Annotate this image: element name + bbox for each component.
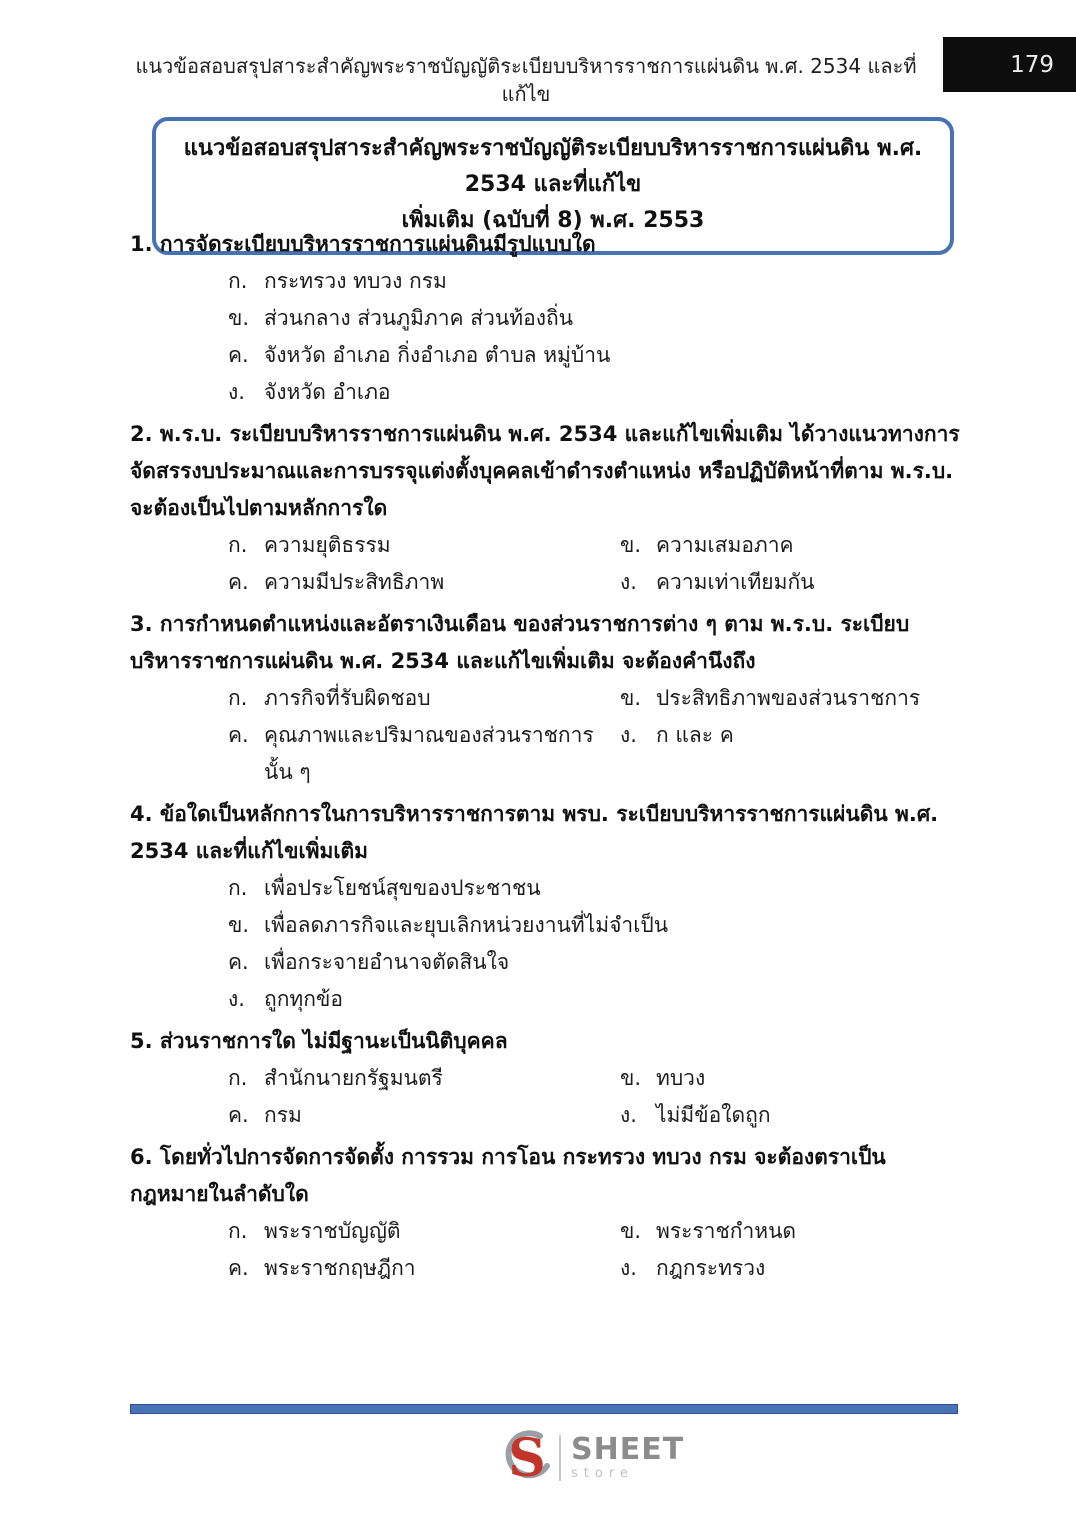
option-text: เพื่อลดภารกิจและยุบเลิกหน่วยงานที่ไม่จำเป็น — [264, 913, 669, 937]
option-row — [228, 1213, 620, 1250]
option-text: ความเสมอภาค — [656, 533, 794, 557]
option-row — [228, 870, 960, 907]
option-label: ก. — [228, 269, 248, 293]
options-group — [130, 1213, 960, 1287]
title-line-1: แนวข้อสอบสรุปสาระสำคัญพระราชบัญญัติระเบียบบริหารราชการแผ่นดิน พ.ศ. 2534 และที่แก้ไข — [183, 136, 923, 197]
option-text: เพื่อกระจายอำนาจตัดสินใจ — [264, 950, 510, 974]
option-row — [228, 337, 960, 374]
option-row — [228, 1060, 620, 1097]
option-text: กฎกระทรวง — [656, 1256, 766, 1280]
question-text: 2. พ.ร.บ. ระเบียบบริหารราชการแผ่นดิน พ.ศ. 2534 และแก้ไขเพิ่มเติม ได้วางแนวทางการจัดสรรงบประมาณและการบรรจุแต่งตั้งบุคคลเข้าดำรงตำแหน่ง หรือปฏิบัติหน้าที่ตาม พ.ร.บ. จะต้องเป็นไปตามหลักการใด — [130, 422, 960, 520]
option-label: ง. — [620, 570, 637, 594]
question-block — [130, 606, 960, 791]
option-text: ไม่มีข้อใดถูก — [656, 1103, 771, 1127]
option-text: กระทรวง ทบวง กรม — [264, 269, 447, 293]
option-label: ง. — [620, 723, 637, 747]
options-group — [130, 527, 960, 601]
options-group — [130, 680, 960, 791]
option-row — [228, 1097, 620, 1134]
option-text: สำนักนายกรัฐมนตรี — [264, 1066, 443, 1090]
option-row — [228, 527, 620, 564]
svg-text:S: S — [508, 1428, 546, 1488]
option-label: ง. — [228, 987, 245, 1011]
logo-brand-text: SHEET — [571, 1432, 685, 1467]
option-row — [228, 374, 960, 411]
running-header: แนวข้อสอบสรุปสาระสำคัญพระราชบัญญัติระเบียบบริหารราชการแผ่นดิน พ.ศ. 2534 และที่แก้ไข — [135, 54, 917, 106]
question-block — [130, 796, 960, 1018]
logo-words — [571, 1434, 684, 1482]
option-row — [620, 527, 960, 564]
option-text: ถูกทุกข้อ — [264, 987, 343, 1011]
question-text: 4. ข้อใดเป็นหลักการในการบริหารราชการตาม พรบ. ระเบียบบริหารราชการแผ่นดิน พ.ศ. 2534 และที่แก้ไขเพิ่มเติม — [130, 802, 939, 863]
option-text: ภารกิจที่รับผิดชอบ — [264, 686, 431, 710]
option-label: ข. — [228, 913, 250, 937]
page-number-box — [943, 37, 1076, 92]
option-text: พระราชกำหนด — [656, 1219, 797, 1243]
question-block — [130, 1139, 960, 1287]
option-row — [620, 717, 960, 791]
option-label: ข. — [620, 686, 642, 710]
option-row — [620, 680, 960, 717]
option-text: ประสิทธิภาพของส่วนราชการ — [656, 686, 921, 710]
option-label: ข. — [620, 533, 642, 557]
option-label: ง. — [620, 1103, 637, 1127]
options-group — [130, 1060, 960, 1134]
option-label: ข. — [620, 1066, 642, 1090]
option-row — [228, 564, 620, 601]
option-label: ก. — [228, 686, 248, 710]
option-label: ค. — [228, 1103, 249, 1127]
option-label: ง. — [620, 1256, 637, 1280]
option-text: กรม — [264, 1103, 302, 1127]
option-label: ก. — [228, 1219, 248, 1243]
option-label: ค. — [228, 570, 249, 594]
option-text: ความยุติธรรม — [264, 533, 391, 557]
option-row — [620, 1097, 960, 1134]
option-label: ง. — [228, 380, 245, 404]
questions-list — [130, 226, 960, 1292]
options-group — [130, 263, 960, 411]
option-label: ค. — [228, 723, 249, 747]
question-block — [130, 1023, 960, 1134]
option-label: ก. — [228, 533, 248, 557]
option-row — [620, 564, 960, 601]
logo-s-icon — [503, 1428, 551, 1488]
question-text: 3. การกำหนดตำแหน่งและอัตราเงินเดือน ของส่วนราชการต่าง ๆ ตาม พ.ร.บ. ระเบียบบริหารราชการแผ่นดิน พ.ศ. 2534 และแก้ไขเพิ่มเติม จะต้องคำนึงถึง — [130, 612, 910, 673]
option-label: ค. — [228, 1256, 249, 1280]
option-label: ก. — [228, 1066, 248, 1090]
sheet-store-logo — [503, 1428, 684, 1488]
option-row — [620, 1213, 960, 1250]
question-block — [130, 416, 960, 601]
option-text: ทบวง — [656, 1066, 706, 1090]
option-text: ความเท่าเทียมกัน — [656, 570, 815, 594]
option-text: ก และ ค — [656, 723, 734, 747]
option-row — [228, 1250, 620, 1287]
option-text: จังหวัด อำเภอ กิ่งอำเภอ ตำบล หมู่บ้าน — [264, 343, 611, 367]
option-row — [228, 944, 960, 981]
options-group — [130, 870, 960, 1018]
option-label: ข. — [228, 306, 250, 330]
option-text: พระราชบัญญัติ — [264, 1219, 401, 1243]
footer-divider-bar — [130, 1404, 958, 1414]
logo-divider — [559, 1435, 561, 1481]
option-text: คุณภาพและปริมาณของส่วนราชการนั้น ๆ — [264, 723, 594, 784]
option-row — [228, 717, 620, 791]
option-text: ส่วนกลาง ส่วนภูมิภาค ส่วนท้องถิ่น — [264, 306, 574, 330]
option-text: เพื่อประโยชน์สุขของประชาชน — [264, 876, 541, 900]
option-label: ค. — [228, 950, 249, 974]
question-block — [130, 226, 960, 411]
title-line-2: เพิ่มเติม (ฉบับที่ 8) พ.ศ. 2553 — [401, 208, 705, 233]
option-row — [228, 907, 960, 944]
option-row — [620, 1250, 960, 1287]
option-row — [228, 680, 620, 717]
option-label: ข. — [620, 1219, 642, 1243]
option-row — [228, 263, 960, 300]
question-text: 6. โดยทั่วไปการจัดการจัดตั้ง การรวม การโอน กระทรวง ทบวง กรม จะต้องตราเป็นกฎหมายในลำดับใด — [130, 1145, 886, 1206]
option-label: ก. — [228, 876, 248, 900]
option-row — [228, 300, 960, 337]
option-text: จังหวัด อำเภอ — [264, 380, 391, 404]
page-number: 179 — [1010, 51, 1054, 78]
question-text: 5. ส่วนราชการใด ไม่มีฐานะเป็นนิติบุคคล — [130, 1029, 508, 1053]
option-text: พระราชกฤษฎีกา — [264, 1256, 416, 1280]
option-row — [228, 981, 960, 1018]
option-label: ค. — [228, 343, 249, 367]
question-text: 1. การจัดระเบียบบริหารราชการแผ่นดินมีรูปแบบใด — [130, 232, 596, 256]
option-text: ความมีประสิทธิภาพ — [264, 570, 445, 594]
option-row — [620, 1060, 960, 1097]
logo-sub-text: store — [571, 1466, 634, 1481]
